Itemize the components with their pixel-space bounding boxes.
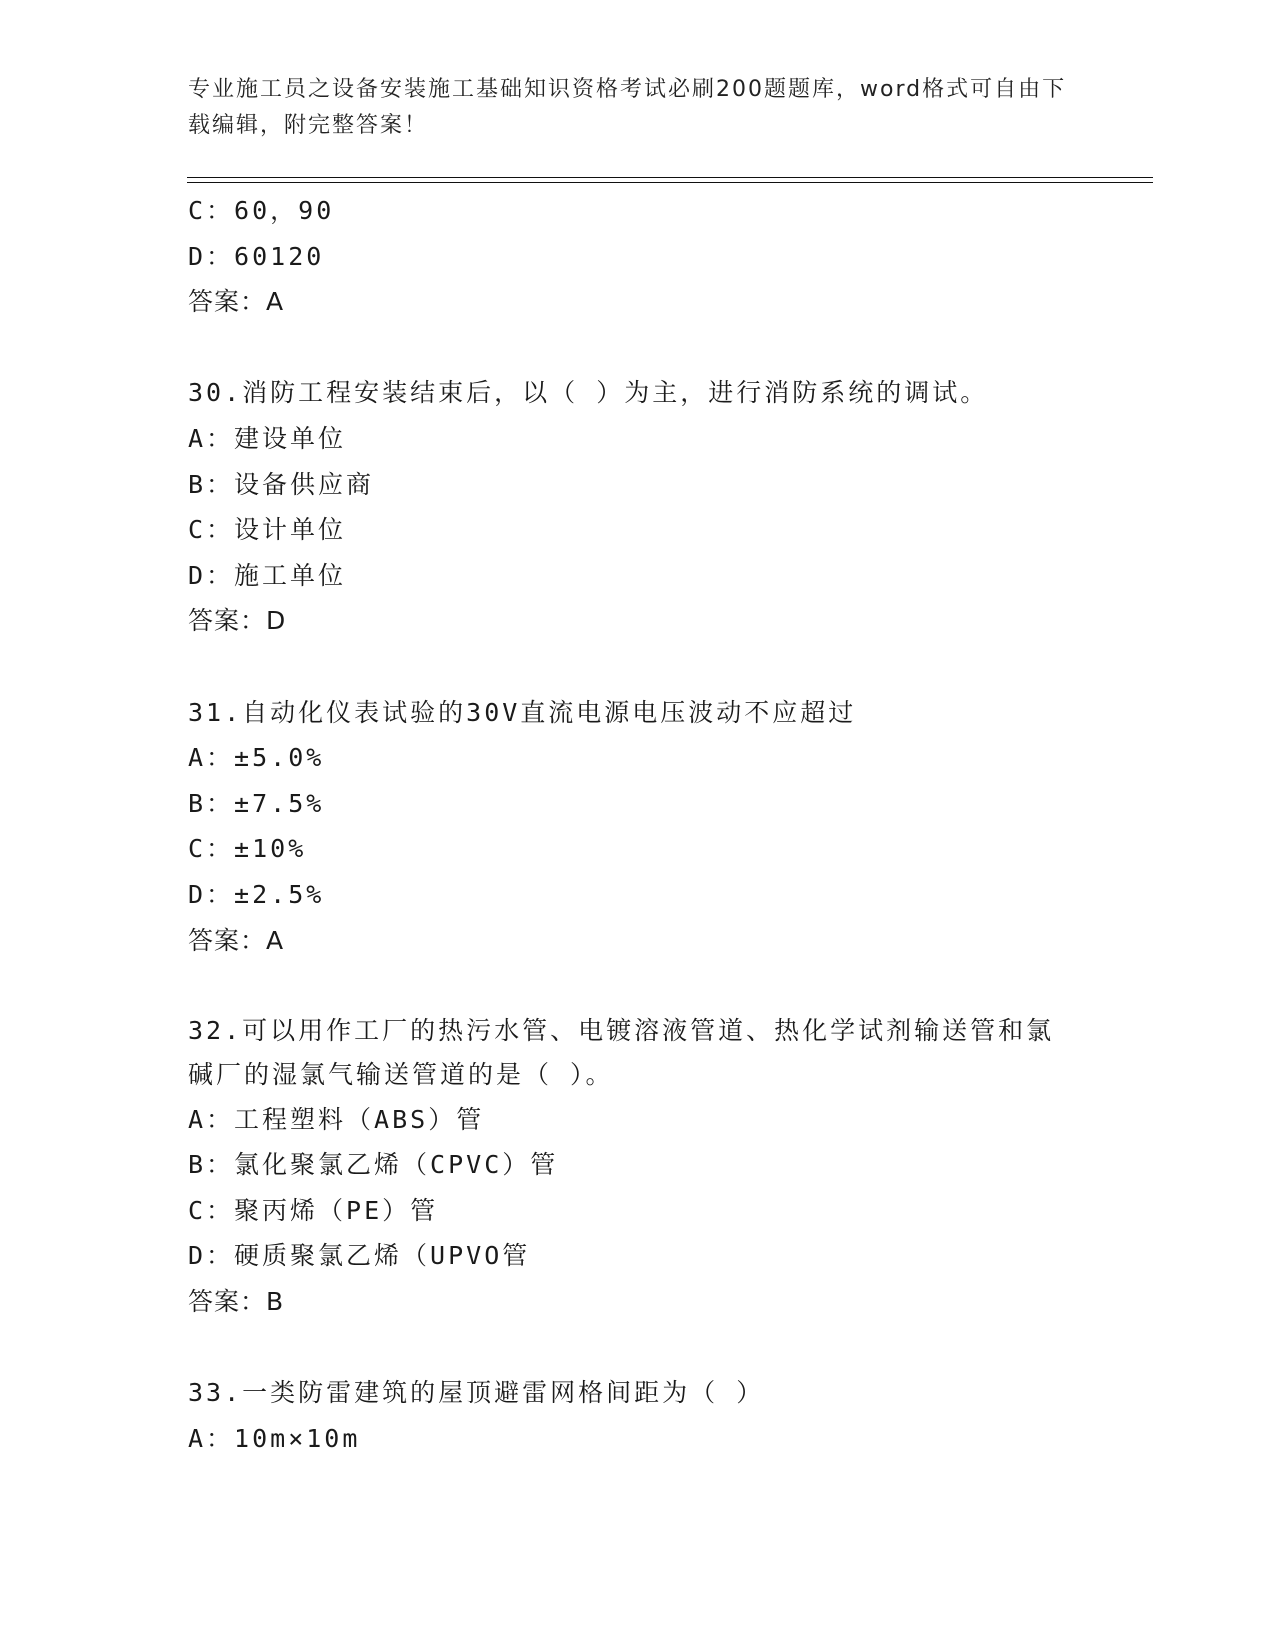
option-b: B：氯化聚氯乙烯（CPVC）管 — [188, 1150, 559, 1180]
answer-line: 答案：B — [188, 1287, 285, 1317]
option-d: D：硬质聚氯乙烯（UPVO管 — [188, 1241, 531, 1271]
option-d: D：±2.5% — [188, 879, 325, 909]
question-31 — [188, 690, 1148, 964]
page-header: 专业施工员之设备安装施工基础知识资格考试必刷200题题库，word格式可自由下载编辑，附完整答案！ — [188, 77, 1067, 138]
option-d: D：施工单位 — [188, 560, 347, 590]
question-stem: 30.消防工程安装结束后，以（ ）为主，进行消防系统的调试。 — [188, 378, 989, 408]
question-32 — [188, 1009, 1148, 1325]
answer-line: 答案：A — [188, 925, 285, 955]
option-b: B：±7.5% — [188, 788, 325, 818]
answer-line: 答案：D — [188, 606, 287, 636]
option-a: A：建设单位 — [188, 423, 347, 453]
option-a: A：10m×10m — [188, 1423, 361, 1453]
question-stem: 32.可以用作工厂的热污水管、电镀溶液管道、热化学试剂输送管和氯碱厂的湿氯气输送管道的是（ ）。 — [188, 1015, 1055, 1089]
header-divider-top — [187, 177, 1153, 178]
option-b: B：设备供应商 — [188, 469, 375, 499]
option-c: C：聚丙烯（PE）管 — [188, 1195, 439, 1225]
option-c: C：设计单位 — [188, 515, 347, 545]
header-divider-bottom — [187, 182, 1153, 183]
answer-line: 答案：A — [188, 287, 285, 317]
option-c: C：±10% — [188, 834, 307, 864]
question-list — [188, 188, 1148, 1461]
question-fragment — [188, 188, 1148, 325]
question-33 — [188, 1370, 1148, 1461]
option-c: C：60，90 — [188, 196, 335, 225]
option-d: D：60120 — [188, 241, 325, 271]
option-a: A：工程塑料（ABS）管 — [188, 1104, 485, 1134]
option-a: A：±5.0% — [188, 743, 325, 773]
question-30 — [188, 370, 1148, 644]
question-stem: 31.自动化仪表试验的30V直流电源电压波动不应超过 — [188, 697, 857, 727]
question-stem: 33.一类防雷建筑的屋顶避雷网格间距为（ ） — [188, 1378, 765, 1408]
